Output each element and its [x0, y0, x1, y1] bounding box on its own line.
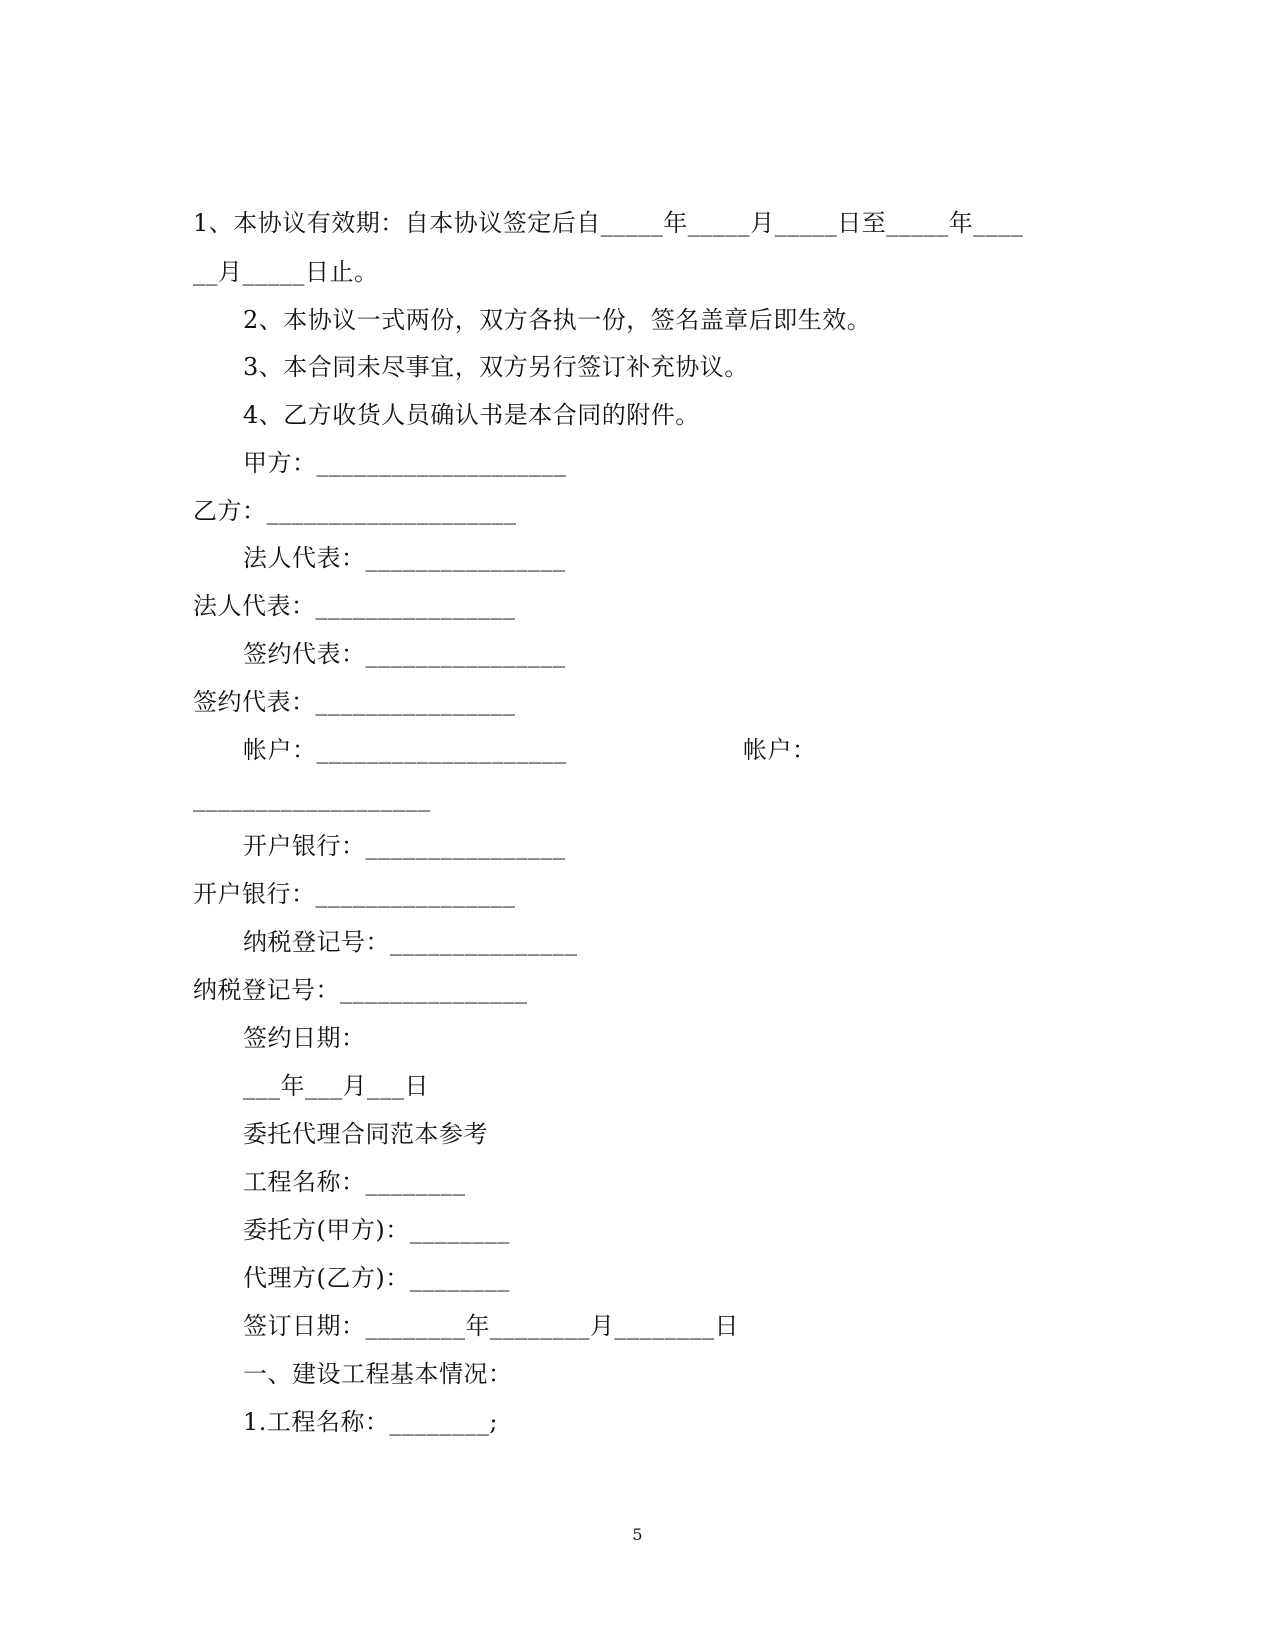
- clause-2-copies: 2、本协议一式两份，双方各执一份，签名盖章后即生效。: [243, 306, 872, 334]
- signing-date-blank: ___年___月___日: [243, 1072, 429, 1100]
- party-b-signing-rep-field: 签约代表：________________: [193, 688, 516, 716]
- clause-1-validity: 1、本协议有效期：自本协议签定后自_____年_____月_____日至_____年____: [193, 209, 1024, 237]
- party-a-legal-rep-field: 法人代表：________________: [243, 544, 566, 572]
- party-b-account-blank: ___________________: [193, 784, 431, 812]
- party-b-bank-field: 开户银行：________________: [193, 880, 516, 908]
- section-title: 委托代理合同范本参考: [243, 1120, 488, 1148]
- party-b-account-label: 帐户：: [743, 736, 817, 764]
- clause-1-continuation: __月_____日止。: [193, 258, 379, 286]
- party-b-tax-id-field: 纳税登记号：_______________: [193, 976, 528, 1004]
- party-a-account-field: 帐户：____________________: [243, 736, 567, 764]
- party-a-tax-id-field: 纳税登记号：_______________: [243, 928, 578, 956]
- page-number: 5: [632, 1525, 643, 1544]
- section-heading-basic-info: 一、建设工程基本情况：: [243, 1360, 513, 1388]
- clause-3-supplement: 3、本合同未尽事宜，双方另行签订补充协议。: [243, 353, 749, 381]
- party-a-signing-rep-field: 签约代表：________________: [243, 640, 566, 668]
- party-b-field: 乙方：____________________: [193, 497, 517, 525]
- signing-date-label: 签约日期：: [243, 1024, 366, 1052]
- contract-date-field: 签订日期：________年________月________日: [243, 1312, 739, 1340]
- agent-field: 代理方(乙方)：________: [243, 1264, 510, 1292]
- party-a-bank-field: 开户银行：________________: [243, 832, 566, 860]
- clause-4-attachment: 4、乙方收货人员确认书是本合同的附件。: [243, 401, 700, 429]
- client-field: 委托方(甲方)：________: [243, 1216, 510, 1244]
- party-a-field: 甲方：____________________: [243, 449, 567, 477]
- item-project-name-field: 1.工程名称：________;: [243, 1408, 498, 1436]
- project-name-field: 工程名称：________: [243, 1168, 466, 1196]
- party-b-legal-rep-field: 法人代表：________________: [193, 592, 516, 620]
